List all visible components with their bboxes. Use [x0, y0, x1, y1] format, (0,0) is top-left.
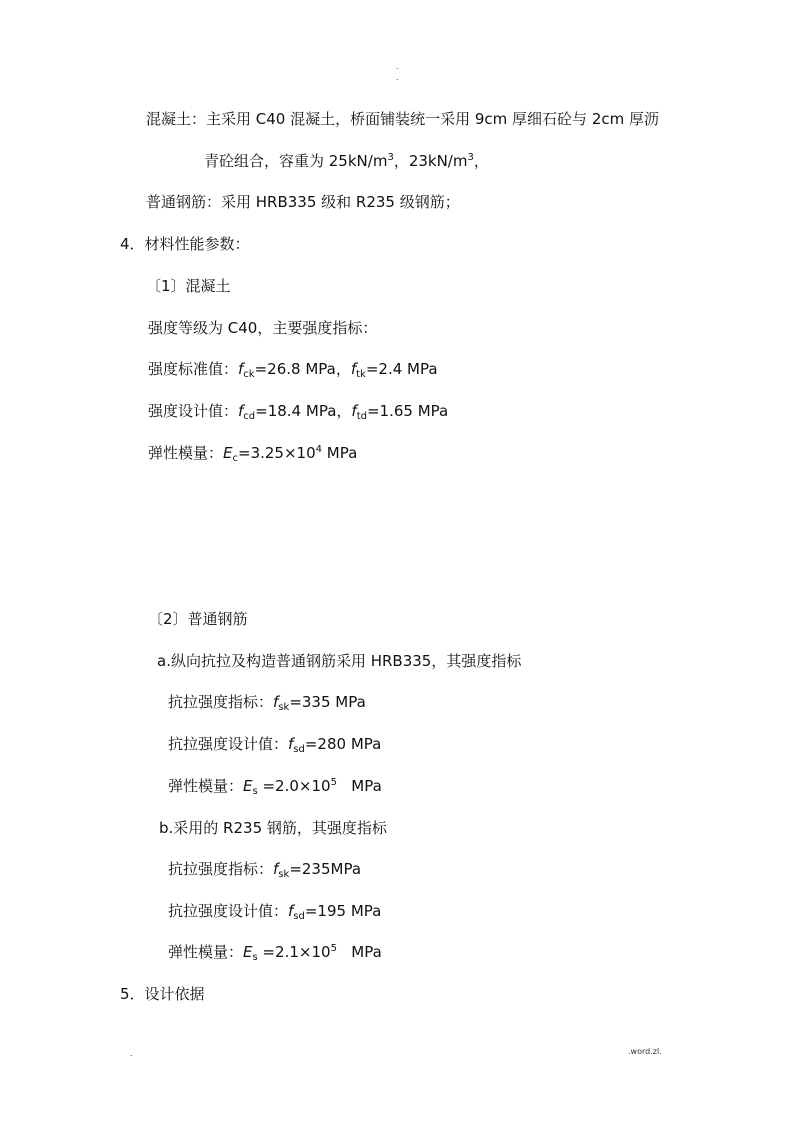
- subscript: c: [232, 453, 238, 464]
- symbol: f: [350, 360, 357, 378]
- header-dot: .: [396, 62, 399, 71]
- strength-grade-line: 强度等级为 C40，主要强度指标：: [148, 319, 378, 337]
- subsection-rebar: 〔2〕普通钢筋: [148, 610, 248, 628]
- r235-tensile-design: [168, 901, 381, 921]
- r235-tensile-standard: [168, 859, 361, 879]
- value: =235MPa: [289, 860, 362, 878]
- hrb335-elastic-modulus: [168, 776, 382, 796]
- concrete-text: 主采用 C40 混凝土，桥面铺装统一采用 9cm 厚细石砼与 2cm 厚沥: [206, 110, 659, 128]
- symbol: f: [288, 902, 294, 920]
- section-4-heading: 4．材料性能参数：: [120, 235, 250, 253]
- symbol: f: [288, 735, 294, 753]
- subscript: td: [356, 411, 367, 422]
- subscript: tk: [356, 369, 366, 380]
- hrb335-tensile-standard: [168, 692, 366, 712]
- subscript: cd: [243, 411, 256, 422]
- value: =280 MPa: [304, 735, 382, 753]
- footer-right: .word.zl.: [628, 1047, 662, 1056]
- superscript: 3: [387, 152, 394, 163]
- label: 抗拉强度设计值：: [168, 735, 289, 753]
- label: 抗拉强度指标：: [168, 693, 274, 711]
- unit-weight-text: 青砼组合，容重为 25kN/m: [204, 152, 388, 170]
- superscript: 4: [315, 444, 322, 455]
- value: =2.4 MPa: [365, 360, 438, 378]
- value: =195 MPa: [304, 902, 382, 920]
- symbol: f: [273, 693, 279, 711]
- subscript: sd: [293, 744, 305, 755]
- subscript: ck: [243, 369, 255, 380]
- r235-elastic-modulus: [168, 942, 382, 962]
- label: 抗拉强度指标：: [168, 860, 274, 878]
- value: =2.0×10: [257, 777, 331, 795]
- symbol: f: [238, 360, 244, 378]
- subscript: s: [252, 952, 258, 963]
- symbol: E: [243, 777, 253, 795]
- elastic-modulus-line: [148, 443, 357, 463]
- symbol: f: [238, 402, 244, 420]
- label: 弹性模量：: [168, 777, 244, 795]
- concrete-label: 混凝土：: [146, 110, 207, 128]
- symbol: f: [273, 860, 279, 878]
- section-5-heading: 5．设计依据: [120, 985, 205, 1003]
- design-strength-line: [148, 401, 448, 421]
- subsection-concrete: 〔1〕混凝土: [146, 277, 231, 295]
- concrete-line: [146, 109, 659, 129]
- value: =18.4 MPa，: [255, 402, 352, 420]
- symbol: f: [351, 402, 357, 420]
- r235-line: b.采用的 R235 钢筋，其强度指标: [159, 819, 387, 837]
- symbol: E: [223, 444, 233, 462]
- value: =2.1×10: [257, 943, 331, 961]
- subscript: sk: [278, 869, 290, 880]
- label: 强度标准值：: [148, 360, 239, 378]
- value: =335 MPa: [289, 693, 366, 711]
- unit: MPa: [322, 444, 358, 462]
- header-dot: .: [396, 73, 399, 82]
- superscript: 3: [467, 152, 474, 163]
- value: =3.25×10: [238, 444, 316, 462]
- standard-strength-line: [148, 359, 438, 379]
- label: 强度设计值：: [148, 402, 239, 420]
- label: 弹性模量：: [148, 444, 224, 462]
- punctuation: ，: [473, 152, 489, 170]
- hrb335-line: a.纵向抗拉及构造普通钢筋采用 HRB335，其强度指标: [157, 652, 522, 670]
- footer-left: .: [130, 1049, 133, 1058]
- rebar-line: 普通钢筋：采用 HRB335 级和 R235 级钢筋；: [146, 193, 460, 211]
- subscript: sd: [293, 911, 305, 922]
- superscript: 5: [330, 943, 337, 954]
- symbol: E: [243, 943, 253, 961]
- concrete-continuation: [204, 151, 489, 171]
- subscript: s: [252, 786, 258, 797]
- label: 弹性模量：: [168, 943, 244, 961]
- unit-weight-text: ，23kN/m: [393, 152, 468, 170]
- unit: MPa: [336, 777, 382, 795]
- value: =26.8 MPa，: [254, 360, 351, 378]
- unit: MPa: [336, 943, 382, 961]
- value: =1.65 MPa: [366, 402, 449, 420]
- hrb335-tensile-design: [168, 734, 381, 754]
- label: 抗拉强度设计值：: [168, 902, 289, 920]
- subscript: sk: [278, 702, 290, 713]
- superscript: 5: [330, 777, 337, 788]
